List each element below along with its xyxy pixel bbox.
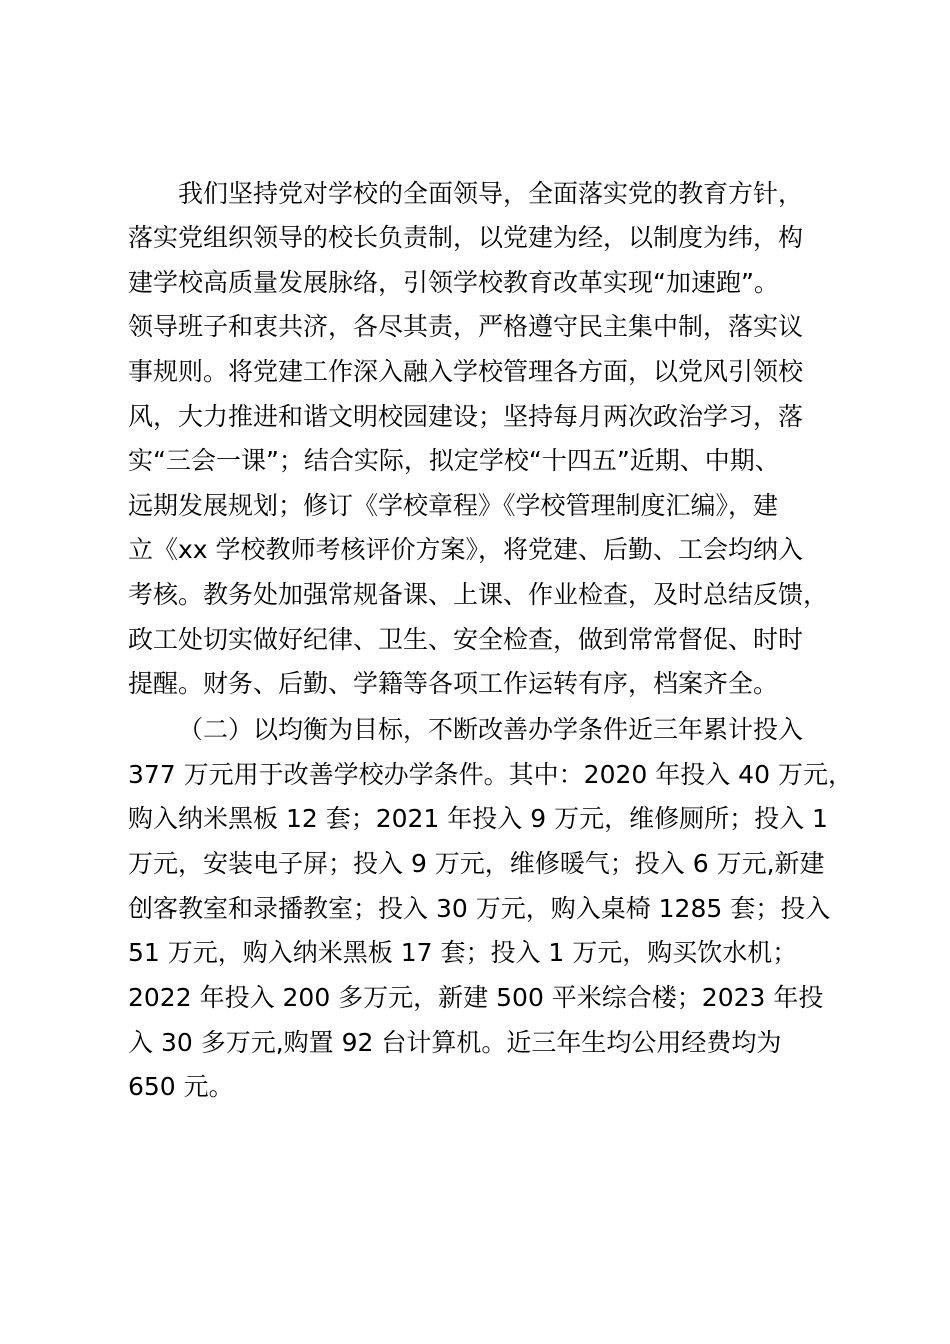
paragraph-2-line-9: 650 元。 xyxy=(128,1072,234,1101)
paragraph-2-line-4: 万元，安装电子屏；投入 9 万元，维修暖气；投入 6 万元,新建 xyxy=(128,849,825,878)
paragraph-2-line-6: 51 万元，购入纳米黑板 17 套；投入 1 万元，购买饮水机； xyxy=(128,938,798,967)
paragraph-2-line-1: （二）以均衡为目标，不断改善办学条件近三年累计投入 xyxy=(178,715,804,744)
paragraph-1-line-10: 考核。教务处加强常规备课、上课、作业检查，及时总结反馈， xyxy=(128,580,829,609)
paragraph-1-line-2: 落实党组织领导的校长负责制，以党建为经，以制度为纬，构 xyxy=(128,223,804,252)
paragraph-1-line-11: 政工处切实做好纪律、卫生、安全检查，做到常常督促、时时 xyxy=(128,625,804,654)
paragraph-1-line-3: 建学校高质量发展脉络，引领学校教育改革实现“加速跑”。 xyxy=(128,268,779,297)
paragraph-1-line-9: 立《xx 学校教师考核评价方案》，将党建、后勤、工会均纳入 xyxy=(128,535,804,564)
paragraph-1-line-6: 风，大力推进和谐文明校园建设；坚持每月两次政治学习，落 xyxy=(128,402,804,431)
paragraph-1-line-4: 领导班子和衷共济，各尽其责，严格遵守民主集中制，落实议 xyxy=(128,312,804,341)
paragraph-1-line-1: 我们坚持党对学校的全面领导，全面落实党的教育方针， xyxy=(178,179,804,208)
paragraph-1-line-5: 事规则。将党建工作深入融入学校管理各方面，以党风引领校 xyxy=(128,357,804,386)
paragraph-2-line-8: 入 30 多万元,购置 92 台计算机。近三年生均公用经费均为 xyxy=(128,1028,782,1057)
paragraph-2-line-2: 377 万元用于改善学校办学条件。其中：2020 年投入 40 万元， xyxy=(128,760,853,789)
paragraph-2-line-5: 创客教室和录播教室；投入 30 万元，购入桌椅 1285 套；投入 xyxy=(128,894,831,923)
paragraph-1-line-7: 实“三会一课”；结合实际，拟定学校“十四五”近期、中期、 xyxy=(128,446,780,475)
paragraph-1-line-12: 提醒。财务、后勤、学籍等各项工作运转有序，档案齐全。 xyxy=(128,669,779,698)
paragraph-2-line-7: 2022 年投入 200 多万元，新建 500 平米综合楼；2023 年投 xyxy=(128,983,824,1012)
paragraph-1-line-8: 远期发展规划；修订《学校章程》《学校管理制度汇编》，建 xyxy=(128,491,779,520)
paragraph-2-line-3: 购入纳米黑板 12 套；2021 年投入 9 万元，维修厕所；投入 1 xyxy=(128,804,828,833)
